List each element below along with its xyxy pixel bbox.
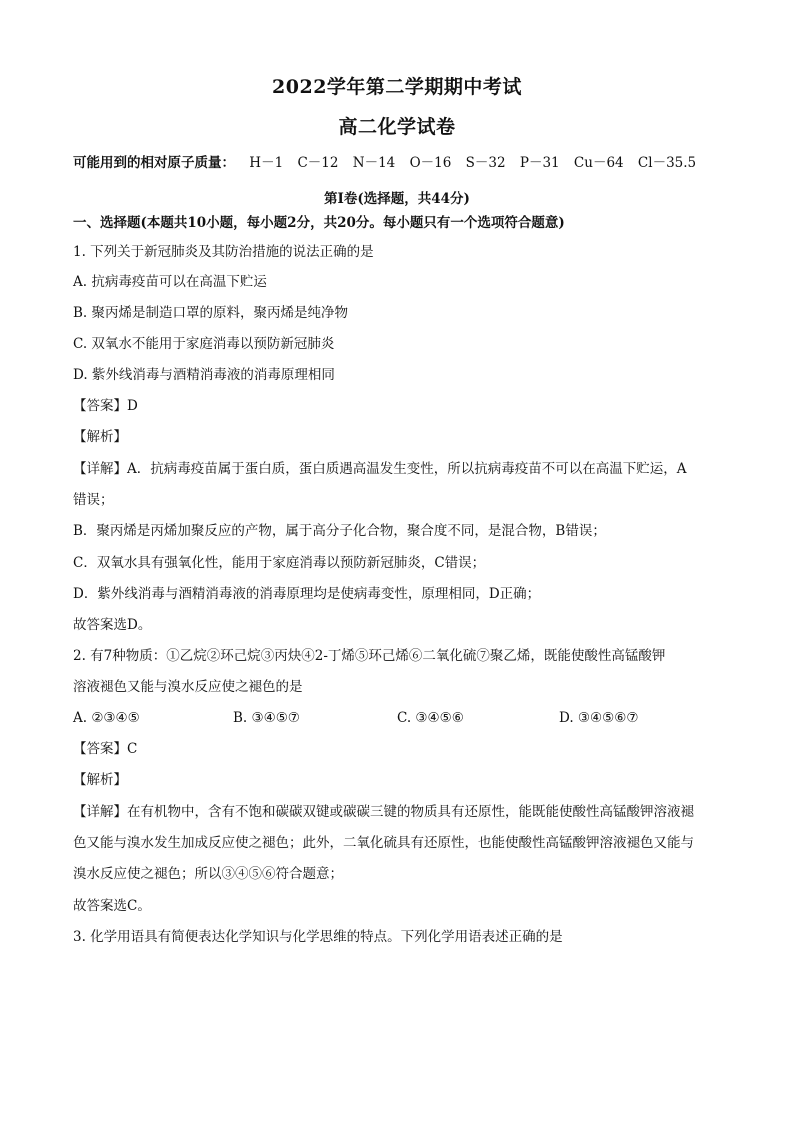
q2-stem-line: 溶液褪色又能与溴水反应使之褪色的是 [73,679,303,695]
q2-answer: 【答案】C [73,741,138,757]
q2-option-d: D. ③④⑤⑥⑦ [559,710,639,726]
q2-detail-line: 色又能与溴水发生加成反应使之褪色；此外，二氧化硫具有还原性，也能使酸性高锰酸钾溶液褪色又能与 [73,835,694,851]
q1-answer: 【答案】D [73,398,138,414]
q2-option-a: A. ②③④⑤ [73,710,140,726]
atomic-mass-item: P－31 [519,155,560,171]
atomic-mass-line [73,154,696,172]
q2-analysis-label: 【解析】 [73,772,127,788]
section-heading: 一、选择题(本题共10小题，每小题2分，共20分。每小题只有一个选项符合题意) [73,215,565,231]
atomic-mass-item: S－32 [465,155,506,171]
q2-option-c: C. ③④⑤⑥ [397,710,464,726]
atomic-mass-item: O－16 [409,155,452,171]
q2-option-b: B. ③④⑤⑦ [233,710,300,726]
exam-title: 2022学年第二学期期中考试 [272,76,522,98]
atomic-mass-item: H－1 [249,155,284,171]
q2-detail-line: 溴水反应使之褪色；所以③④⑤⑥符合题意； [73,866,343,882]
q3-stem: 3. 化学用语具有简便表达化学知识与化学思维的特点。下列化学用语表述正确的是 [73,929,563,945]
q1-option-a: A. 抗病毒疫苗可以在高温下贮运 [73,274,267,290]
atomic-mass-item: Cu－64 [573,155,624,171]
q1-detail-line: 【详解】A．抗病毒疫苗属于蛋白质，蛋白质遇高温发生变性，所以抗病毒疫苗不可以在高温下贮运，A [73,461,687,477]
q1-stem: 1. 下列关于新冠肺炎及其防治措施的说法正确的是 [73,244,374,260]
q1-analysis-label: 【解析】 [73,429,127,445]
atomic-mass-label: 可能用到的相对原子质量： [73,155,235,171]
exam-subtitle: 高二化学试卷 [338,116,456,138]
q1-detail-line: C．双氧水具有强氧化性，能用于家庭消毒以预防新冠肺炎，C错误； [73,555,486,571]
q2-detail-line: 【详解】在有机物中，含有不饱和碳碳双键或碳碳三键的物质具有还原性，能既能使酸性高锰酸钾溶液褪 [73,804,694,820]
q1-detail-line: 错误； [73,492,114,508]
q1-detail-line: D．紫外线消毒与酒精消毒液的消毒原理均是使病毒变性，原理相同，D正确； [73,586,541,602]
atomic-mass-item: C－12 [297,155,339,171]
atomic-mass-item: Cl－35.5 [637,155,697,171]
q2-detail-line: 故答案选C。 [73,898,151,914]
q1-option-b: B. 聚丙烯是制造口罩的原料，聚丙烯是纯净物 [73,305,349,321]
q1-detail-line: 故答案选D。 [73,617,152,633]
q1-detail-line: B．聚丙烯是丙烯加聚反应的产物，属于高分子化合物，聚合度不同，是混合物，B错误； [73,523,606,539]
q1-option-d: D. 紫外线消毒与酒精消毒液的消毒原理相同 [73,367,335,383]
atomic-mass-item: N－14 [352,155,396,171]
q2-stem-line: 2. 有7种物质：①乙烷②环己烷③丙炔④2-丁烯⑤环己烯⑥二氧化硫⑦聚乙烯，既能使酸性高锰酸钾 [73,648,666,664]
part1-heading: 第I卷(选择题，共44分) [324,191,470,207]
q1-option-c: C. 双氧水不能用于家庭消毒以预防新冠肺炎 [73,336,335,352]
